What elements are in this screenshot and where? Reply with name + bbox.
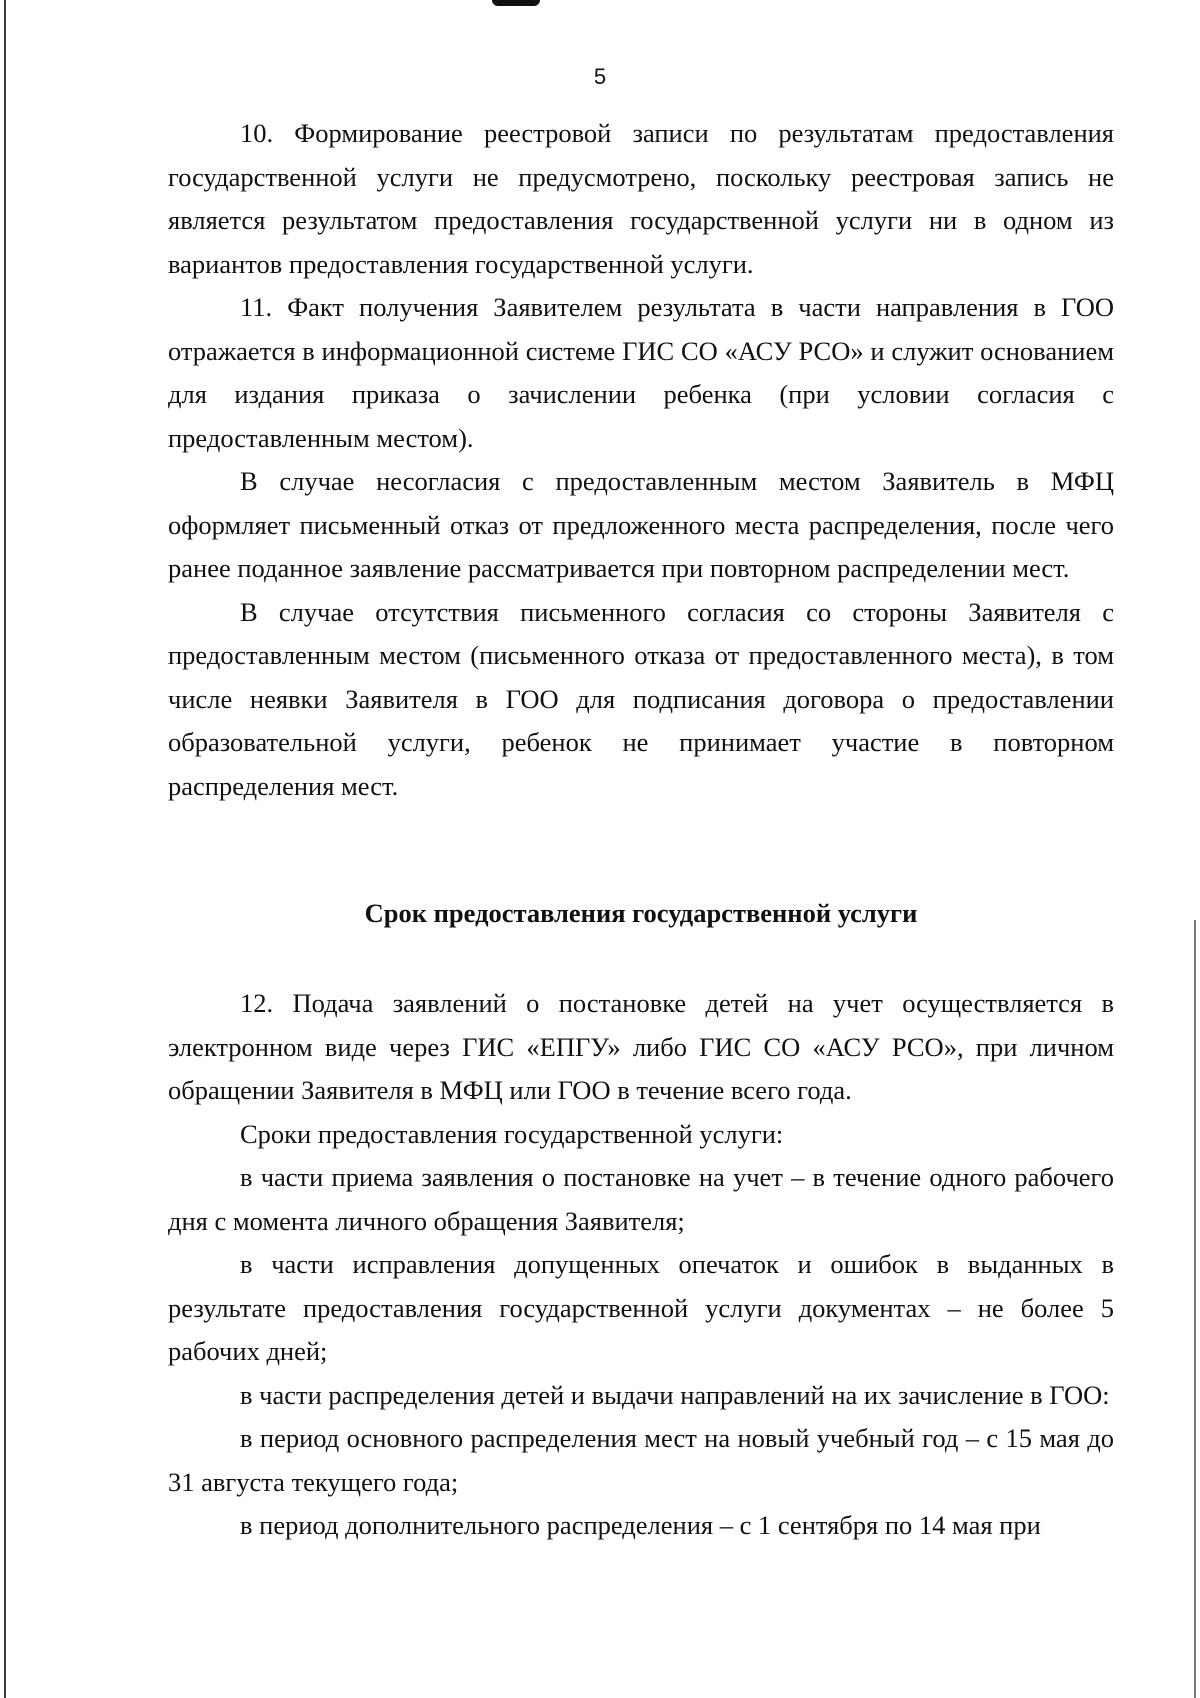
page-number: 5 xyxy=(593,64,607,89)
paragraph-no-consent: В случае отсутствия письменного согласия со стороны Заявителя с предоставленным местом (письменного отказа от предоставленного места), в том числе неявки Заявителя в ГОО для подписания договора о предоставлении образовательной услуги, ребенок не принимает участие в повторном распределения мест. xyxy=(168,596,1114,801)
paragraph-term-main-period: в период основного распределения мест на новый учебный год – с 15 мая до 31 августа текущего года; xyxy=(168,1423,1114,1497)
section-heading: Срок предоставления государственной услуги xyxy=(364,898,918,928)
scan-edge-right xyxy=(1194,920,1196,1698)
scan-mark-top xyxy=(492,0,540,6)
paragraph-10: 10. Формирование реестровой записи по результатам предоставления государственной услуги не предусмотрено, поскольку реестровая запись не является результатом предоставления государственной услуги ни в одном из вариантов предоставления государственной услуги. xyxy=(168,118,1114,279)
paragraph-term-distribution: в части распределения детей и выдачи направлений на их зачисление в ГОО: xyxy=(240,1379,1110,1410)
text-block-top xyxy=(168,112,1114,808)
paragraph-terms-intro: Сроки предоставления государственной услуги: xyxy=(240,1118,784,1149)
paragraph-term-corrections: в части исправления допущенных опечаток и ошибок в выданных в результате предоставления государственной услуги документах – не более 5 рабочих дней; xyxy=(168,1249,1114,1366)
paragraph-11: 11. Факт получения Заявителем результата в части направления в ГОО отражается в информационной системе ГИС СО «АСУ РСО» и служит основанием для издания приказа о зачислении ребенка (при условии согласия с предоставленным местом). xyxy=(168,292,1114,453)
paragraph-12: 12. Подача заявлений о постановке детей на учет осуществляется в электронном виде через ГИС «ЕПГУ» либо ГИС СО «АСУ РСО», при личном обращении Заявителя в МФЦ или ГОО в течение всего года. xyxy=(168,988,1114,1105)
text-block-bottom xyxy=(168,982,1114,1548)
scan-edge-left xyxy=(4,0,6,1698)
paragraph-term-additional-period: в период дополнительного распределения – с 1 сентября по 14 мая при xyxy=(240,1510,1041,1540)
paragraph-term-registration: в части приема заявления о постановке на учет – в течение одного рабочего дня с момента личного обращения Заявителя; xyxy=(168,1162,1114,1236)
paragraph-disagreement: В случае несогласия с предоставленным местом Заявитель в МФЦ оформляет письменный отказ от предложенного места распределения, после чего ранее поданное заявление рассматривается при повторном распределении мест. xyxy=(168,466,1114,583)
